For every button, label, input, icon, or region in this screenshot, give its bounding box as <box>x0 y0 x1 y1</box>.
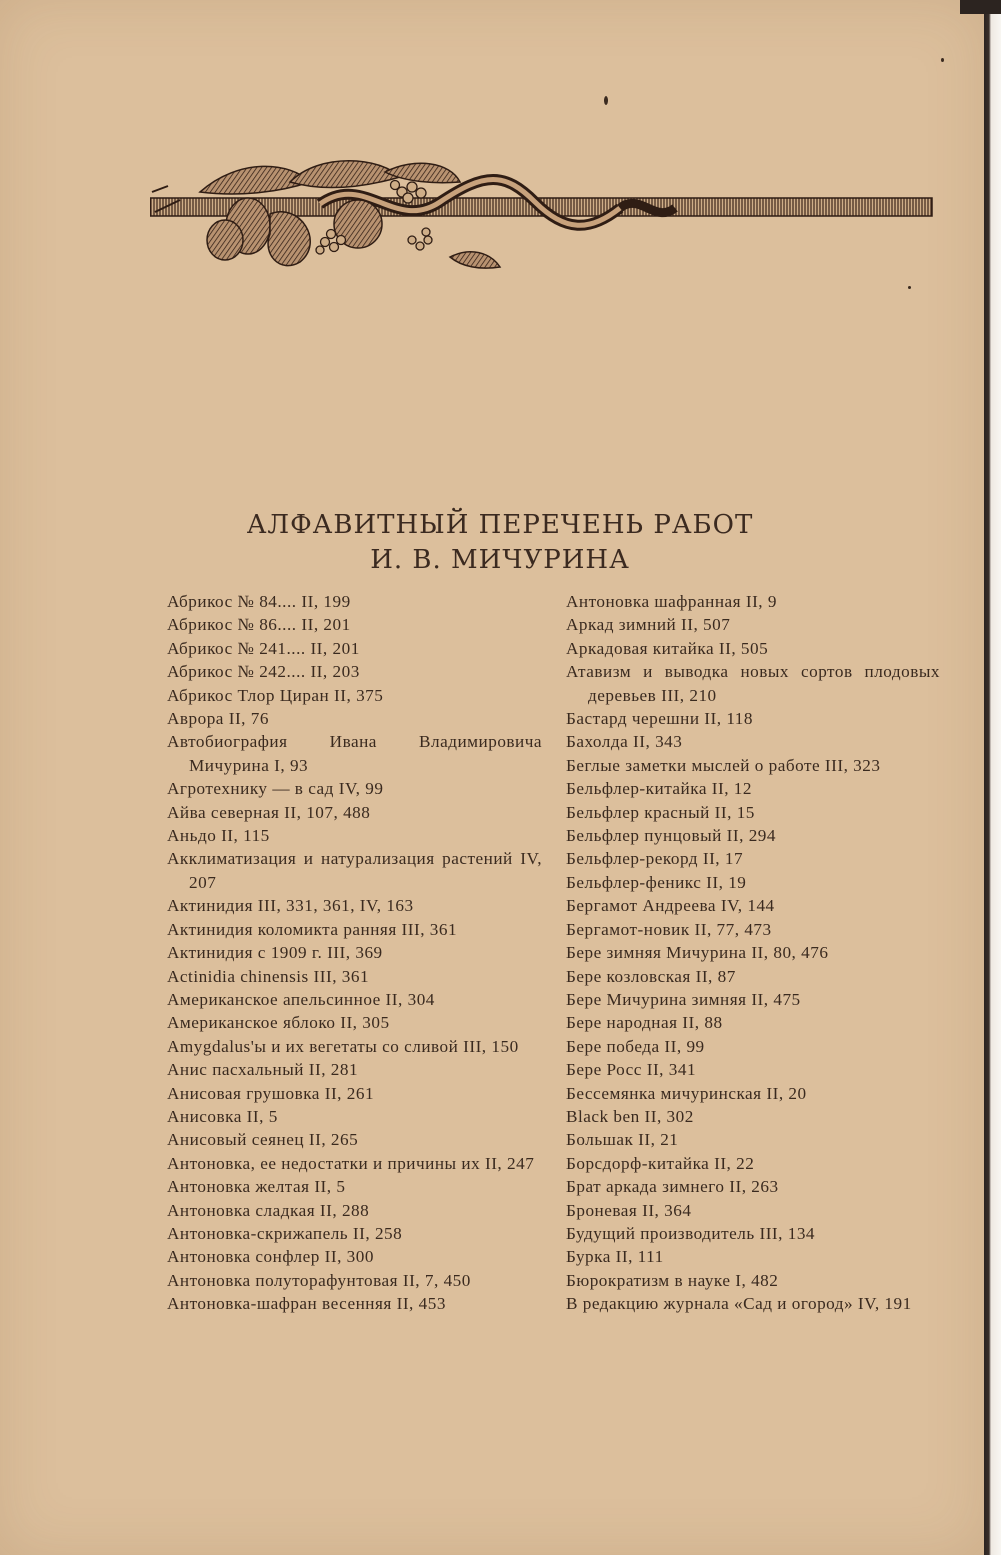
index-entry: Бастард черешни II, 118 <box>566 709 753 729</box>
index-entry: Бере победа II, 99 <box>566 1036 705 1056</box>
index-entry: Абрикос № 241.... II, 201 <box>167 638 360 658</box>
index-entry: Антоновка, ее недостатки и причины их II, 247 <box>167 1153 535 1173</box>
index-entry: Американское апельсинное II, 304 <box>167 989 435 1009</box>
index-entry: Антоновка сладкая II, 288 <box>167 1200 370 1220</box>
index-entry: Абрикос Тлор Циран II, 375 <box>167 685 384 705</box>
index-entry: Атавизм и выводка новых сортов плодовых деревьев III, 210 <box>566 662 940 705</box>
right-index-column <box>566 590 940 1316</box>
page-edge-shadow <box>984 0 1001 1555</box>
index-entry: Брат аркада зимнего II, 263 <box>566 1177 779 1197</box>
index-entry: Анисовка II, 5 <box>167 1106 278 1126</box>
index-entry: Будущий производитель III, 134 <box>566 1223 816 1243</box>
index-entry: Бельфлер-феникс II, 19 <box>566 872 747 892</box>
index-entry: Айва северная II, 107, 488 <box>167 802 371 822</box>
index-entry: Броневая II, 364 <box>566 1200 692 1220</box>
index-entry: Бессемянка мичуринская II, 20 <box>566 1083 807 1103</box>
index-entry: Бергамот Андреева IV, 144 <box>566 896 775 916</box>
index-entry: Анисовый сеянец II, 265 <box>167 1130 359 1150</box>
title-line-1: АЛФАВИТНЫЙ ПЕРЕЧЕНЬ РАБОТ <box>246 510 754 540</box>
title-line-2: И. В. МИЧУРИНА <box>370 545 630 575</box>
index-entry: Бурка II, 111 <box>566 1247 664 1267</box>
index-entry: Антоновка шафранная II, 9 <box>566 592 777 611</box>
left-index-column <box>167 590 542 1316</box>
index-entry: Бере народная II, 88 <box>566 1013 723 1033</box>
index-entry: Акклиматизация и натурализация растений IV, 207 <box>167 849 542 892</box>
index-entry: Бельфлер-китайка II, 12 <box>566 779 752 799</box>
index-entry: Анис пасхальный II, 281 <box>167 1060 359 1080</box>
index-entry: Бере козловская II, 87 <box>566 966 736 986</box>
index-entry: Американское яблоко II, 305 <box>167 1013 390 1033</box>
index-entry: Бельфлер пунцовый II, 294 <box>566 826 776 846</box>
index-entry: Black ben II, 302 <box>566 1106 694 1126</box>
index-entry: Актинидия с 1909 г. III, 369 <box>167 943 383 963</box>
index-entry: Антоновка-шафран весенняя II, 453 <box>167 1294 446 1314</box>
index-entry: Бере Росс II, 341 <box>566 1060 697 1080</box>
index-entry: Аньдо II, 115 <box>167 826 270 846</box>
index-entry: Автобиография Ивана Владимировича Мичурина I, 93 <box>167 732 542 775</box>
index-entry: Абрикос № 86.... II, 201 <box>167 615 351 635</box>
index-entry: Аврора II, 76 <box>167 709 269 729</box>
index-entry: Актинидия III, 331, 361, IV, 163 <box>167 896 414 916</box>
index-entry: Агротехнику — в сад IV, 99 <box>167 779 384 799</box>
index-entry: В редакцию журнала «Сад и огород» IV, 191 <box>566 1294 912 1314</box>
ink-speck <box>604 96 608 105</box>
index-entry: Абрикос № 84.... II, 199 <box>167 592 351 611</box>
ink-speck <box>941 58 944 62</box>
index-entry: Бахолда II, 343 <box>566 732 683 752</box>
index-entry: Беглые заметки мыслей о работе III, 323 <box>566 755 881 775</box>
index-entry: Бельфлер-рекорд II, 17 <box>566 849 744 869</box>
index-entry: Amygdalus'ы и их вегетаты со сливой III, 150 <box>167 1036 519 1056</box>
index-entry: Бере Мичурина зимняя II, 475 <box>566 989 801 1009</box>
index-entry: Аркадовая китайка II, 505 <box>566 638 769 658</box>
page-title <box>240 508 760 578</box>
index-entry: Антоновка полуторафунтовая II, 7, 450 <box>167 1270 471 1290</box>
index-entry: Анисовая грушовка II, 261 <box>167 1083 375 1103</box>
index-entry: Антоновка-скрижапель II, 258 <box>167 1223 403 1243</box>
index-entry: Бюрократизм в науке I, 482 <box>566 1270 779 1290</box>
index-entry: Большак II, 21 <box>566 1130 679 1150</box>
fruit-garland-ornament-icon <box>150 152 935 294</box>
scan-corner <box>960 0 1001 14</box>
index-entry: Бельфлер красный II, 15 <box>566 802 755 822</box>
index-entry: Actinidia chinensis III, 361 <box>167 966 370 986</box>
index-entry: Актинидия коломикта ранняя III, 361 <box>167 919 458 939</box>
index-entry: Бергамот-новик II, 77, 473 <box>566 919 772 939</box>
index-entry: Антоновка желтая II, 5 <box>167 1177 346 1197</box>
index-entry: Абрикос № 242.... II, 203 <box>167 662 360 682</box>
index-entry: Антоновка сонфлер II, 300 <box>167 1247 374 1267</box>
index-entry: Аркад зимний II, 507 <box>566 615 731 635</box>
index-entry: Бере зимняя Мичурина II, 80, 476 <box>566 943 829 963</box>
index-entry: Борсдорф-китайка II, 22 <box>566 1153 755 1173</box>
